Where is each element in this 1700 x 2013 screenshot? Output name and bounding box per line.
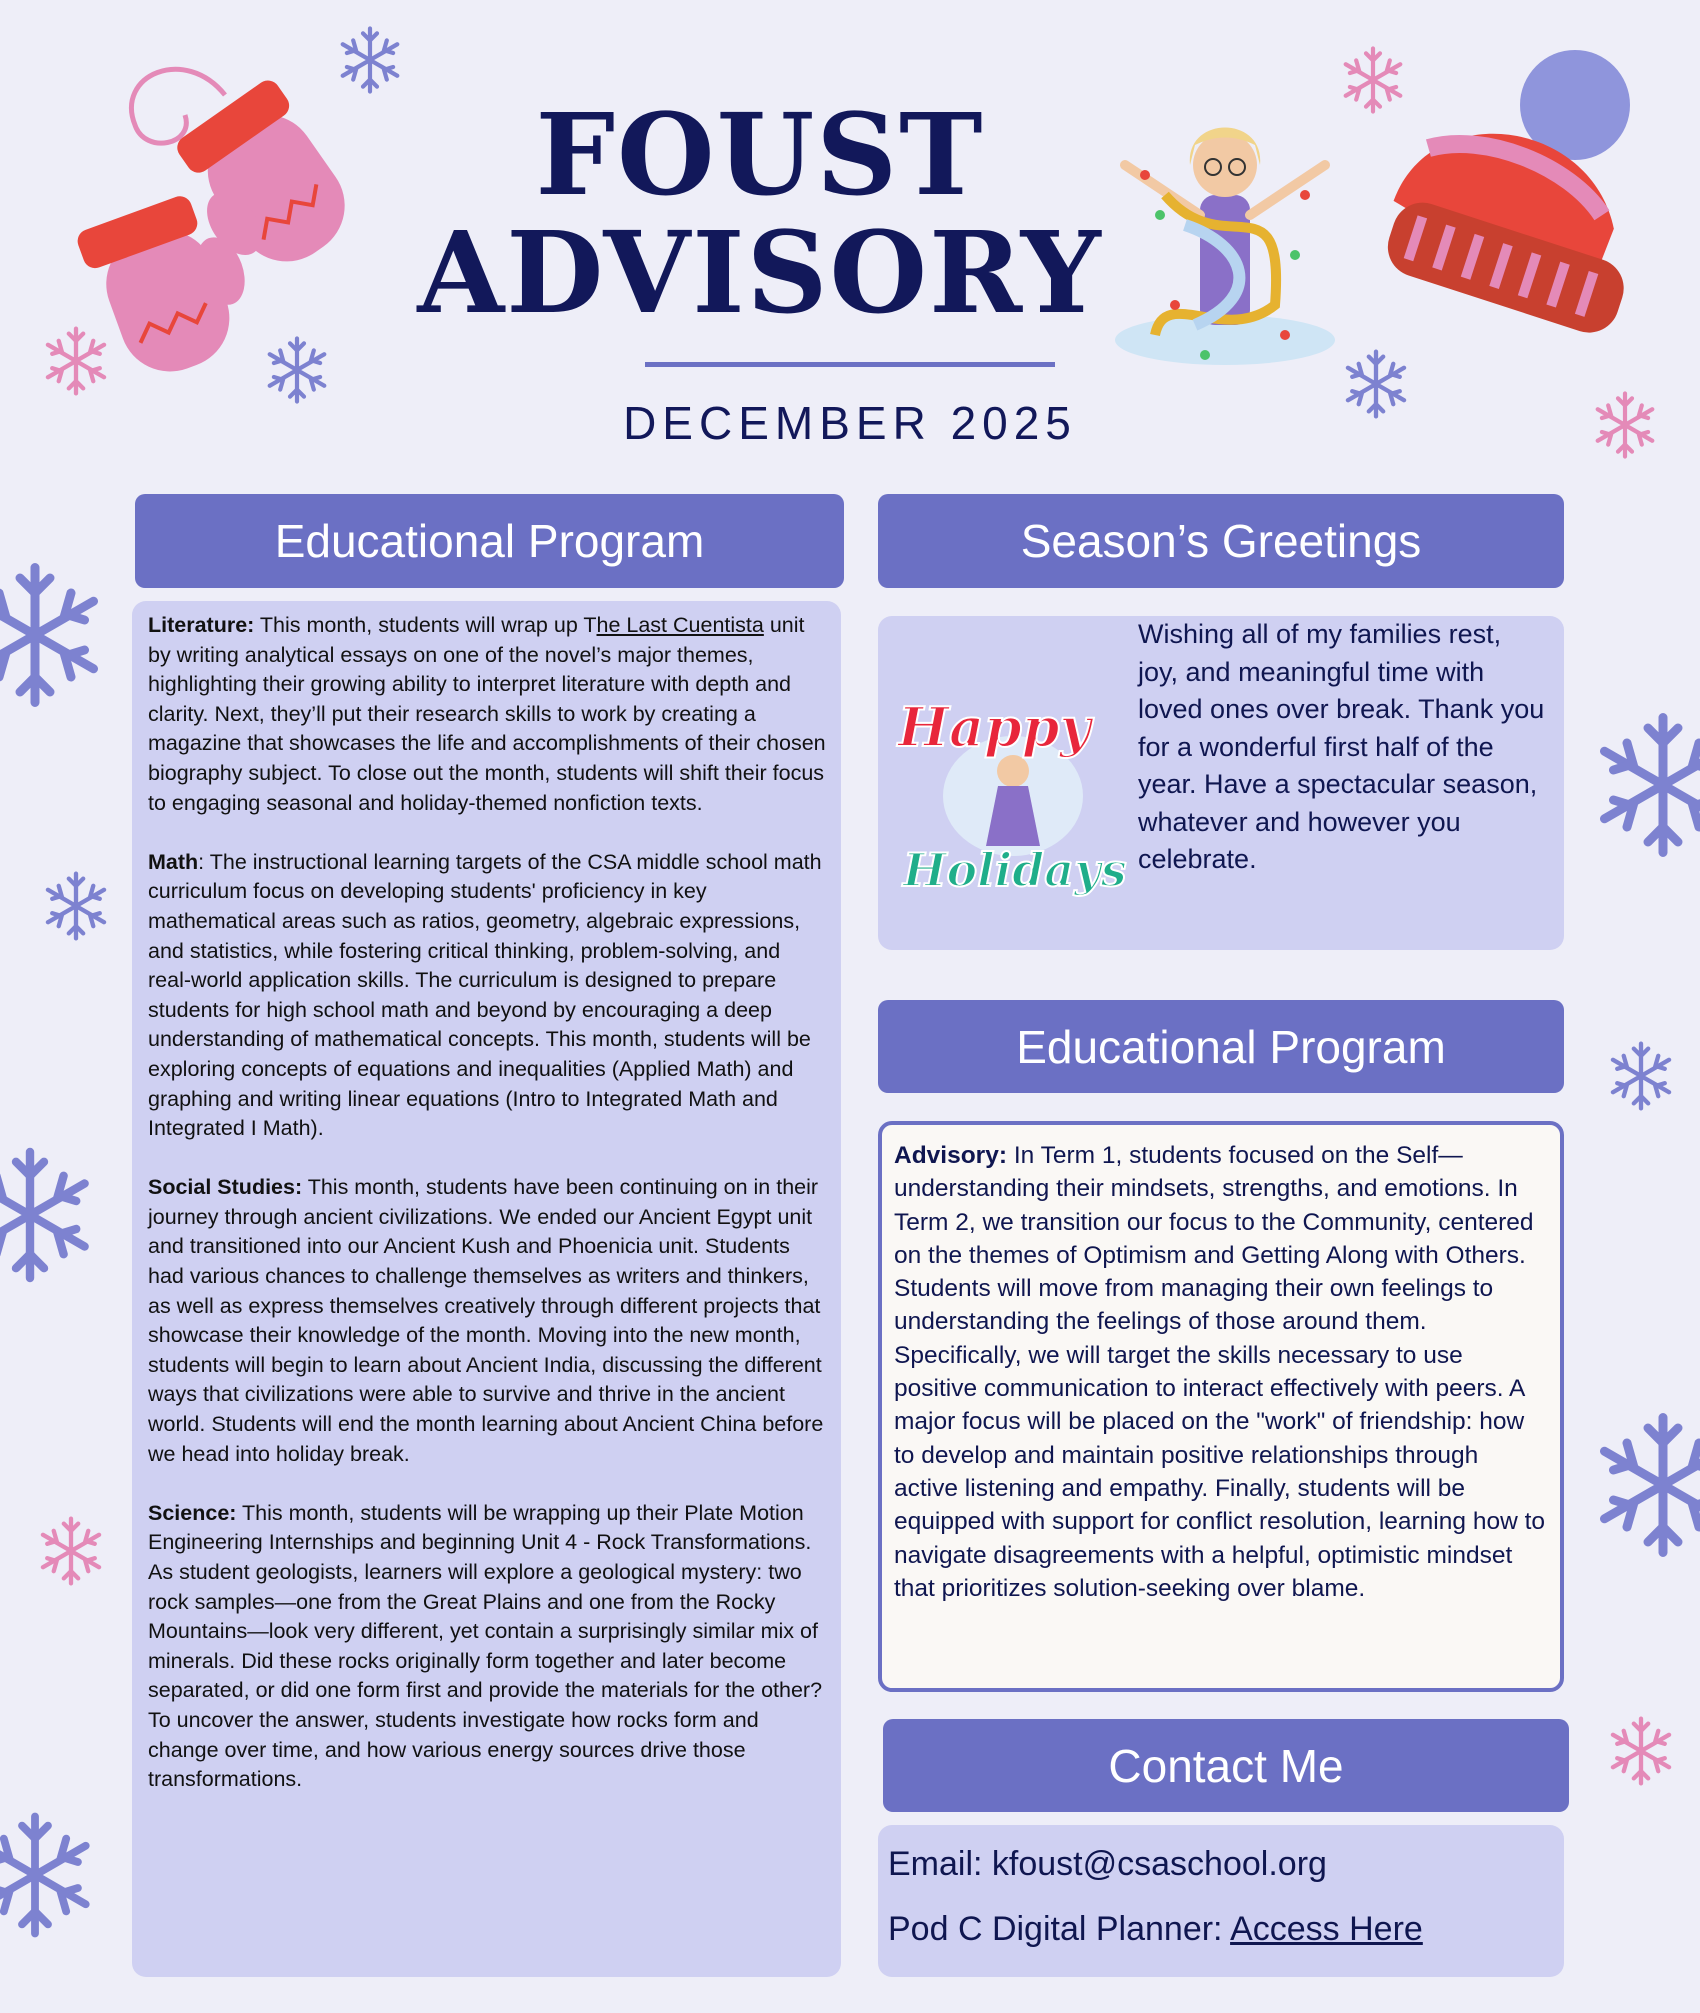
- science-section: [148, 1499, 827, 1795]
- science-label: Science:: [148, 1500, 237, 1525]
- title-line-2: ADVISORY: [417, 208, 1103, 339]
- snowflake-icon: [0, 560, 110, 710]
- book-title: he Last Cuentista: [596, 613, 764, 637]
- avatar-illustration: [1105, 105, 1345, 375]
- social-studies-text: This month, students have been continuing on in their journey through ancient civilizations. We ended our Ancient Egypt unit and transitioned into our Ancient Kush and Phoenicia unit. Students had various chances to challenge themselves as writers and thinkers, as well as express themselves creatively through different projects that showcase their knowledge of the month. Moving into the new month, students will begin to learn about Ancient India, discussing the different ways that civilizations were able to survive and thrive in the ancient world. Students will end the month learning about Ancient China before we head into holiday break.: [148, 1175, 824, 1466]
- newsletter-date: DECEMBER 2025: [623, 397, 1077, 449]
- contact-panel: [878, 1825, 1564, 1977]
- educational-program-heading: Educational Program: [135, 494, 844, 588]
- literature-text: This month, students will wrap up T: [254, 613, 597, 637]
- math-label: Math: [148, 849, 199, 874]
- happy-holidays-image: [888, 676, 1133, 906]
- title-line-1: FOUST: [535, 90, 985, 221]
- snowflake-icon: [35, 1515, 107, 1587]
- planner-label: Pod C Digital Planner:: [888, 1910, 1231, 1948]
- snowflake-icon: [0, 1800, 100, 1950]
- svg-text:Holidays: Holidays: [903, 843, 1127, 897]
- social-studies-section: [148, 1173, 827, 1469]
- advisory-program-heading: Educational Program: [878, 1000, 1564, 1093]
- snowflake-icon: [0, 1140, 100, 1290]
- mittens-illustration: [75, 45, 365, 375]
- email-label: Email:: [888, 1845, 992, 1883]
- math-text: : The instructional learning targets of the CSA middle school math curriculum focus on developing students' proficiency in key mathematical areas such as ratios, geometry, algebraic expressions, and statistics, while fostering critical thinking, problem-solving, and real-world application skills. The curriculum is designed to prepare students for high school math and beyond by encouraging a deep understanding of mathematical concepts. This month, students will be exploring concepts of equations and inequalities (Applied Math) and graphing and writing linear equations (Intro to Integrated Math and Integrated I Math).: [148, 849, 822, 1141]
- literature-section: [148, 611, 827, 818]
- contact-heading: Contact Me: [883, 1719, 1569, 1812]
- snowflake-icon: [1588, 710, 1700, 860]
- advisory-label: Advisory:: [894, 1142, 1008, 1169]
- educational-program-content: [132, 601, 841, 1977]
- greetings-message: Wishing all of my families rest, joy, and meaningful time with loved ones over break. Thank you for a wonderful first half of the year. Have a spectacular season, whatever and however you celebrate.: [1138, 619, 1545, 874]
- advisory-content: [878, 1121, 1564, 1692]
- svg-text:Happy: Happy: [898, 695, 1091, 759]
- snowflake-icon: [40, 870, 112, 942]
- advisory-text: In Term 1, students focused on the Self—understanding their mindsets, strengths, and emotions. In Term 2, we transition our focus to the Community, centered on the themes of Optimism and Getting Along with Others. Students will move from managing their own feelings to understanding the feelings of those around them. Specifically, we will target the skills necessary to use positive communication to interact effectively with peers. A major focus will be placed on the "work" of friendship: how to develop and maintain positive relationships through active listening and empathy. Finally, students will be equipped with support for conflict resolution, learning how to navigate disagreements with a helpful, optimistic mindset that prioritizes solution-seeking over blame.: [894, 1142, 1545, 1602]
- snowflake-icon: [1605, 1040, 1677, 1112]
- email-line: [888, 1845, 1327, 1884]
- snowflake-icon: [1590, 390, 1660, 460]
- literature-text-cont: unit by writing analytical essays on one of the novel’s major themes, highlighting their growing ability to interpret literature with depth and clarity. Next, they’ll put their research skills to work by creating a magazine that showcases the life and accomplishments of their chosen biography subject. To close out the month, students will shift their focus to engaging seasonal and holiday-themed nonfiction texts.: [148, 613, 826, 815]
- planner-line: [888, 1910, 1423, 1949]
- seasons-greetings-panel: [878, 616, 1564, 950]
- title-divider: [645, 362, 1055, 367]
- snowflake-icon: [1605, 1715, 1677, 1787]
- winter-hat-illustration: [1365, 40, 1650, 360]
- literature-label: Literature:: [148, 613, 255, 637]
- math-section: [148, 848, 827, 1144]
- science-text: This month, students will be wrapping up their Plate Motion Engineering Internships and beginning Unit 4 - Rock Transformations. As student geologists, learners will explore a geological mystery: two rock samples—one from the Great Plains and one from the Rocky Mountains—look very different, yet contain a surprisingly similar mix of minerals. Did these rocks originally form together and later become separated, or did one form first and provide the materials for the other? To uncover the answer, students investigate how rocks form and change over time, and how various energy sources drive those transformations.: [148, 1500, 823, 1792]
- planner-link[interactable]: Access Here: [1230, 1910, 1423, 1948]
- email-address[interactable]: kfoust@csaschool.org: [991, 1845, 1327, 1883]
- snowflake-icon: [1588, 1410, 1700, 1560]
- social-studies-label: Social Studies:: [148, 1175, 303, 1200]
- seasons-greetings-heading: Season’s Greetings: [878, 494, 1564, 588]
